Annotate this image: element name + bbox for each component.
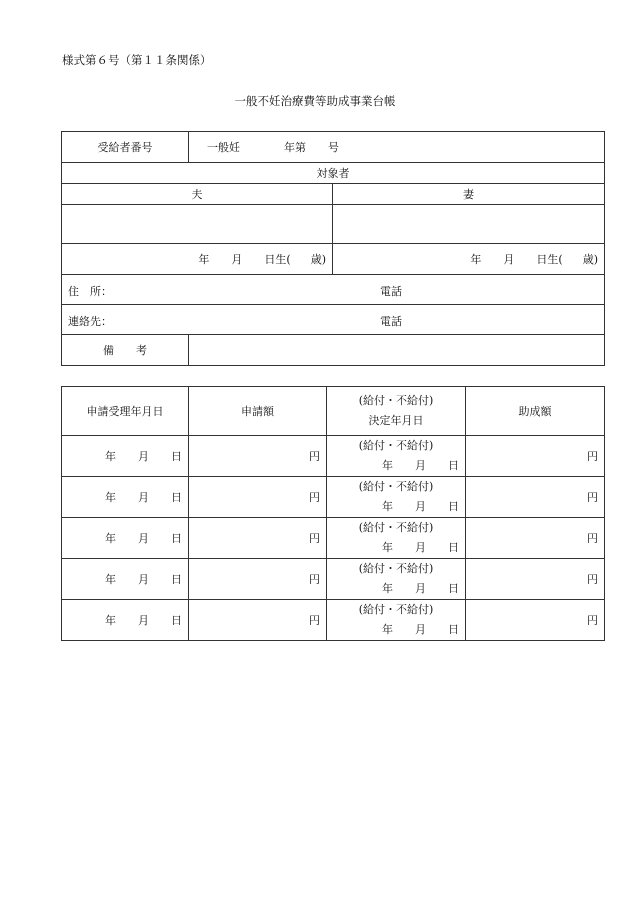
application-date-cell[interactable]: 年 月 日	[62, 436, 189, 477]
recipient-number-suffix: 号	[328, 141, 339, 154]
recipient-number-prefix: 一般妊	[207, 141, 240, 154]
header-application-amount: 申請額	[189, 387, 327, 436]
decision-cell[interactable]: (給付・不給付) 年 月 日	[327, 600, 466, 641]
husband-name-field[interactable]	[62, 205, 333, 244]
grant-amount-cell[interactable]: 円	[466, 600, 605, 641]
decision-cell[interactable]: (給付・不給付) 年 月 日	[327, 559, 466, 600]
application-amount-cell[interactable]: 円	[189, 518, 327, 559]
table-row	[62, 518, 605, 559]
recipient-number-year: 年第	[284, 141, 306, 154]
application-date-cell[interactable]: 年 月 日	[62, 518, 189, 559]
wife-name-field[interactable]	[333, 205, 605, 244]
document-title: 一般不妊治療費等助成事業台帳	[234, 94, 396, 108]
grant-amount-cell[interactable]: 円	[466, 559, 605, 600]
table-row	[62, 559, 605, 600]
application-amount-cell[interactable]: 円	[189, 559, 327, 600]
remarks-field[interactable]	[189, 335, 605, 366]
header-grant-amount: 助成額	[466, 387, 605, 436]
application-date-cell[interactable]: 年 月 日	[62, 600, 189, 641]
address-phone-label: 電話	[380, 285, 402, 298]
recipient-number-field[interactable]	[189, 132, 605, 163]
table-row	[62, 436, 605, 477]
wife-birthdate-field[interactable]: 年 月 日生( 歳)	[333, 244, 605, 275]
husband-birthdate-field[interactable]: 年 月 日生( 歳)	[62, 244, 333, 275]
address-label: 住 所：	[68, 285, 112, 298]
address-field[interactable]	[62, 275, 605, 305]
recipient-number-label: 受給者番号	[62, 132, 189, 163]
husband-label: 夫	[62, 184, 333, 205]
contact-phone-label: 電話	[380, 315, 402, 328]
application-amount-cell[interactable]: 円	[189, 600, 327, 641]
header-application-date: 申請受理年月日	[62, 387, 189, 436]
grant-amount-cell[interactable]: 円	[466, 436, 605, 477]
remarks-label: 備 考	[62, 335, 189, 366]
subject-label: 対象者	[62, 163, 605, 184]
application-history-table	[61, 386, 605, 641]
contact-label: 連絡先：	[68, 315, 112, 328]
recipient-info-table	[61, 131, 605, 366]
decision-cell[interactable]: (給付・不給付) 年 月 日	[327, 477, 466, 518]
application-amount-cell[interactable]: 円	[189, 436, 327, 477]
application-date-cell[interactable]: 年 月 日	[62, 477, 189, 518]
application-amount-cell[interactable]: 円	[189, 477, 327, 518]
grant-amount-cell[interactable]: 円	[466, 477, 605, 518]
header-decision-date: (給付・不給付) 決定年月日	[327, 387, 466, 436]
application-date-cell[interactable]: 年 月 日	[62, 559, 189, 600]
wife-label: 妻	[333, 184, 605, 205]
table-row	[62, 600, 605, 641]
table-row	[62, 477, 605, 518]
grant-amount-cell[interactable]: 円	[466, 518, 605, 559]
form-number: 様式第６号（第１１条関係）	[62, 53, 212, 67]
decision-cell[interactable]: (給付・不給付) 年 月 日	[327, 436, 466, 477]
history-rows	[62, 436, 605, 641]
decision-cell[interactable]: (給付・不給付) 年 月 日	[327, 518, 466, 559]
contact-field[interactable]	[62, 305, 605, 335]
